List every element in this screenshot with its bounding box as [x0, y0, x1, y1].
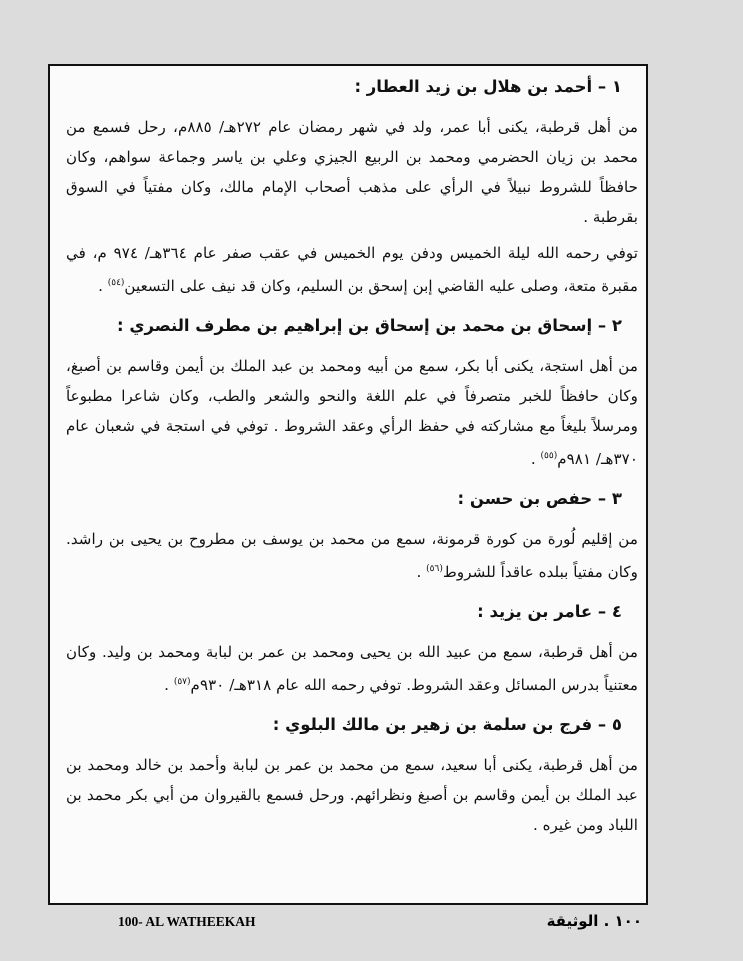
footer-journal-title: 100- AL WATHEEKAH: [118, 914, 256, 929]
entry-paragraph: من إقليم لُورة من كورة قرمونة، سمع من محمد بن يوسف بن مطروح بن يحيى بن راشد. وكان مفتياً ببلده عاقداً للشروط$^{(٥٦)}$ .: [66, 530, 638, 581]
entry-heading: ٢ – إسحاق بن محمد بن إسحاق بن إبراهيم بن مطرف النصري :: [116, 316, 622, 335]
footnote-marker[interactable]: (٥٦): [426, 564, 443, 574]
page-footer: [48, 906, 648, 934]
entry-heading: ١ – أحمد بن هلال بن زيد العطار :: [354, 77, 622, 96]
entry-paragraph: من أهل قرطبة، يكنى أبا سعيد، سمع من محمد بن عمر بن لبابة وأحمد بن خالد ومحمد بن عبد الملك بن أيمن وقاسم بن أصبغ ونظرائهم. ورحل فسمع بالقيروان من أبي بكر محمد بن اللباد ومن غيره .: [66, 756, 638, 834]
entry-body: [66, 524, 638, 587]
entry-heading: ٥ – فرج بن سلمة بن زهير بن مالك البلوي :: [272, 715, 622, 734]
entry-1: [66, 74, 638, 301]
entry-body: [66, 750, 638, 840]
entry-4: [66, 599, 638, 700]
footnote-marker[interactable]: (٥٥): [540, 451, 558, 461]
entry-body: [66, 112, 638, 301]
entry-paragraph: من أهل قرطبة، سمع من عبيد الله بن يحيى ومحمد بن عمر بن لبابة ومحمد بن وليد. وكان معتنياً بدرس المسائل وعقد الشروط. توفي رحمه الله عام ٣١٨هـ/ ٩٣٠م$^{(٥٧)}$ .: [66, 643, 638, 694]
entry-5: [66, 712, 638, 840]
entry-3: [66, 486, 638, 587]
entry-paragraph: توفي رحمه الله ليلة الخميس ودفن يوم الخميس في عقب صفر عام ٣٦٤هـ/ ٩٧٤ م، في مقبرة متعة، وصلى عليه القاضي إبن إسحق بن السليم، وكان قد نيف على التسعين$^{(٥٤)}$ .: [66, 244, 639, 295]
entry-paragraph: من أهل استجة، يكنى أبا بكر، سمع من أبيه ومحمد بن عبد الملك بن أيمن وقاسم بن أصبغ، وكان حافظاً للخبر متصرفاً في علم اللغة والنحو والشعر والطب، وكان شاعرا مطبوعاً ومرسلاً بليغاً مع مشاركته في حفظ الرأي وعقد الشروط . توفي في استجة في شعبان عام ٣٧٠هـ/ ٩٨١م$^{(٥٥)}$ .: [66, 357, 638, 468]
entry-heading: ٤ – عامر بن يزيد :: [477, 602, 622, 621]
entry-heading: ٣ – حفص بن حسن :: [457, 489, 622, 508]
entry-body: [66, 637, 638, 700]
entry-2: [66, 313, 638, 474]
entry-body: [66, 351, 638, 474]
footnote-marker[interactable]: (٥٤): [107, 278, 125, 288]
footnote-marker[interactable]: (٥٧): [173, 677, 191, 687]
document-content: [66, 74, 638, 852]
footer-page-number: ١٠٠ . الوثيقة: [546, 912, 642, 930]
entry-paragraph: من أهل قرطبة، يكنى أبا عمر، ولد في شهر رمضان عام ٢٧٢هـ/ ٨٨٥م، رحل فسمع من محمد بن زيان الحضرمي ومحمد بن الربيع الجيزي وعلي بن ياسر وجماعة سواهم، وكان حافظاً للشروط نبيلاً في الرأي على مذهب أصحاب الإمام مالك، وكان مفتياً في السوق بقرطبة .: [66, 118, 638, 226]
